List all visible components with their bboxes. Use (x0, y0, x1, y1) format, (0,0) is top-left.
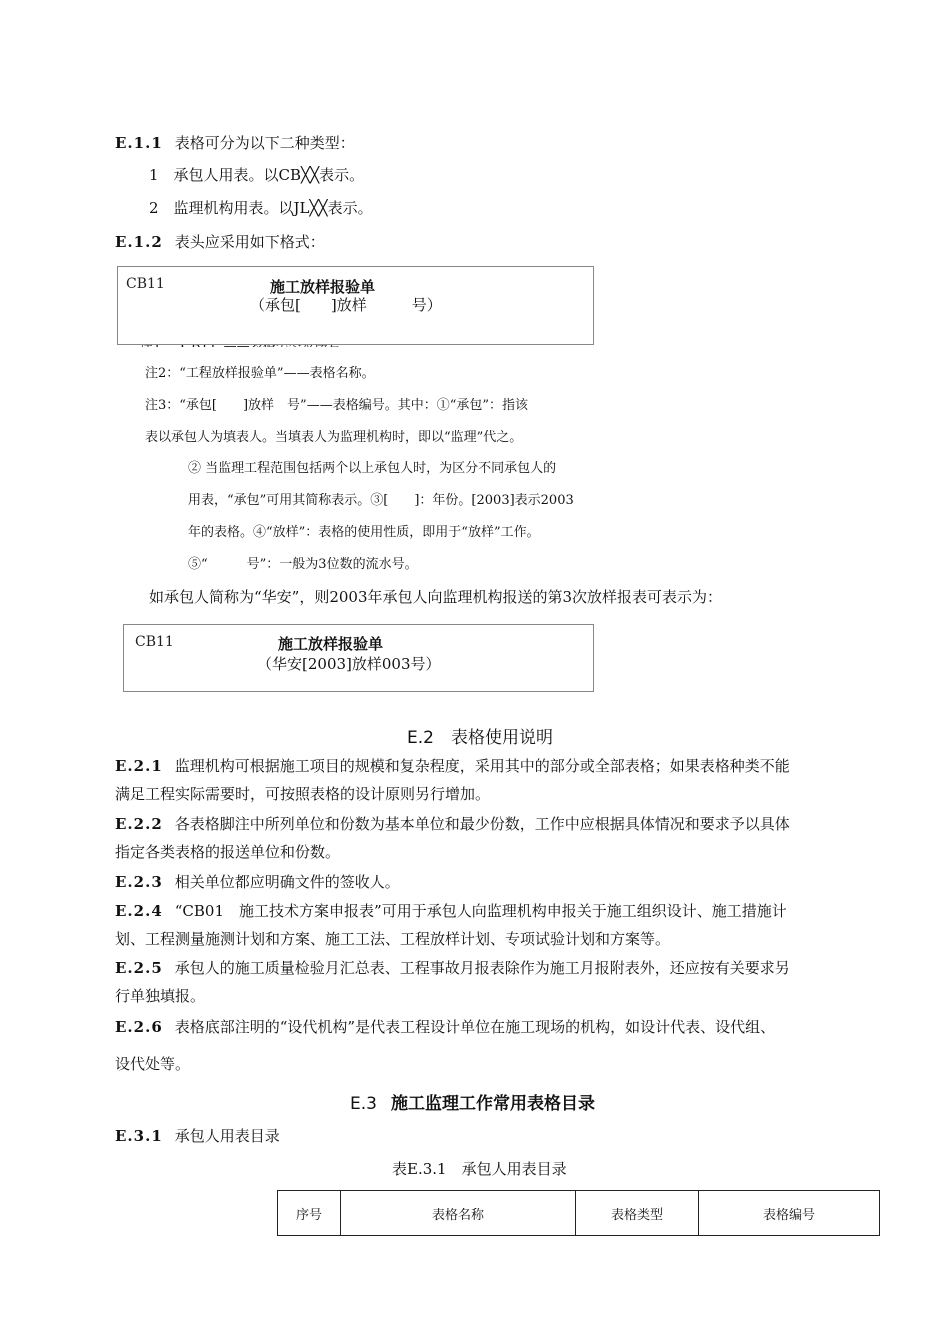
table-header-row (278, 1191, 880, 1236)
section-e11 (115, 134, 355, 152)
header-cell: 表格名称 (341, 1191, 576, 1236)
header-cell: 表格编号 (699, 1191, 880, 1236)
clause-continuation: 指定各类表格的报送单位和份数。 (115, 843, 341, 861)
clause-e24 (115, 902, 787, 920)
form-code: CB11 (135, 634, 174, 650)
section-number: E.3.1 (115, 1127, 163, 1145)
clause-text: 表格底部注明的“设代机构”是代表工程设计单位在施工现场的机构，如设计代表、设代组、 (174, 1018, 776, 1036)
clause-number: E.2.2 (115, 815, 163, 833)
clause-e21 (115, 757, 790, 775)
clause-text: 各表格脚注中所列单位和份数为基本单位和最少份数，工作中应根据具体情况和要求予以具体 (174, 815, 790, 833)
header-cell: 表格类型 (576, 1191, 699, 1236)
clause-text: 承包人的施工质量检验月汇总表、工程事故月报表除作为施工月报附表外，还应按有关要求另 (174, 959, 790, 977)
section-text: 表格可分为以下二种类型： (174, 134, 355, 152)
form-number: （华安[2003]放样003号） (257, 655, 441, 673)
table-caption: 表E.3.1 承包人用表目录 (392, 1160, 567, 1178)
clause-text: 相关单位都应明确文件的签收人。 (174, 873, 400, 891)
section-text: 承包人用表目录 (174, 1127, 280, 1145)
section-heading-e2: E.2 表格使用说明 (407, 728, 553, 748)
clause-e22 (115, 815, 790, 833)
clause-text: 监理机构可根据施工项目的规模和复杂程度，采用其中的部分或全部表格；如果表格种类不能 (174, 757, 790, 775)
clause-number: E.2.1 (115, 757, 163, 775)
header-cell: 序号 (278, 1191, 341, 1236)
form-number: （承包[ ]放样 号） (250, 296, 442, 314)
list-item-jl: 2 监理机构用表。以JL╳╳表示。 (149, 199, 373, 217)
header-example-box (123, 624, 594, 692)
clause-e23 (115, 873, 400, 891)
note-line: 表以承包人为填表人。当填表人为监理机构时，即以“监理”代之。 (145, 430, 523, 445)
note-line: 年的表格。④“放样”：表格的使用性质，即用于“放样”工作。 (188, 525, 540, 540)
section-number: E.1.2 (115, 233, 163, 251)
clause-number: E.2.5 (115, 959, 163, 977)
heading-text: 施工监理工作常用表格目录 (390, 1094, 595, 1114)
form-title: 施工放样报验单 (270, 278, 376, 296)
clause-text: “CB01 施工技术方案申报表”可用于承包人向监理机构申报关于施工组织设计、施工措施计 (174, 902, 787, 920)
form-title: 施工放样报验单 (278, 635, 384, 653)
clause-continuation: 满足工程实际需要时，可按照表格的设计原则另行增加。 (115, 785, 491, 803)
note-line: 注2：“工程放样报验单”——表格名称。 (145, 366, 375, 381)
clause-number: E.2.6 (115, 1018, 163, 1036)
clause-continuation: 设代处等。 (115, 1055, 191, 1073)
section-text: 表头应采用如下格式： (174, 233, 325, 251)
clause-e25 (115, 959, 790, 977)
catalog-table (277, 1190, 880, 1236)
example-line: 如承包人简称为“华安”，则2003年承包人向监理机构报送的第3次放样报表可表示为： (149, 588, 723, 606)
note-line: 注3：“承包[ ]放样 号”——表格编号。其中：①“承包”：指该 (145, 398, 528, 413)
clause-continuation: 行单独填报。 (115, 987, 206, 1005)
clause-e26 (115, 1018, 775, 1036)
note-line: 用表，“承包”可用其简称表示。③[ ]：年份。[2003]表示2003 (188, 493, 574, 508)
clause-continuation: 划、工程测量施测计划和方案、施工工法、工程放样计划、专项试验计划和方案等。 (115, 930, 671, 948)
heading-number: E.3 (350, 1094, 377, 1114)
section-number: E.1.1 (115, 134, 163, 152)
header-format-box (117, 266, 594, 345)
clause-number: E.2.4 (115, 902, 163, 920)
note-line: ⑤“ 号”：一般为3位数的流水号。 (188, 557, 418, 572)
note-line: ② 当监理工程范围包括两个以上承包人时，为区分不同承包人的 (188, 461, 557, 476)
form-code: CB11 (126, 276, 165, 292)
section-e31 (115, 1127, 280, 1145)
section-e12 (115, 233, 325, 251)
list-item-cb: 1 承包人用表。以CB╳╳表示。 (149, 166, 365, 184)
section-heading-e3 (350, 1089, 595, 1114)
clause-number: E.2.3 (115, 873, 163, 891)
